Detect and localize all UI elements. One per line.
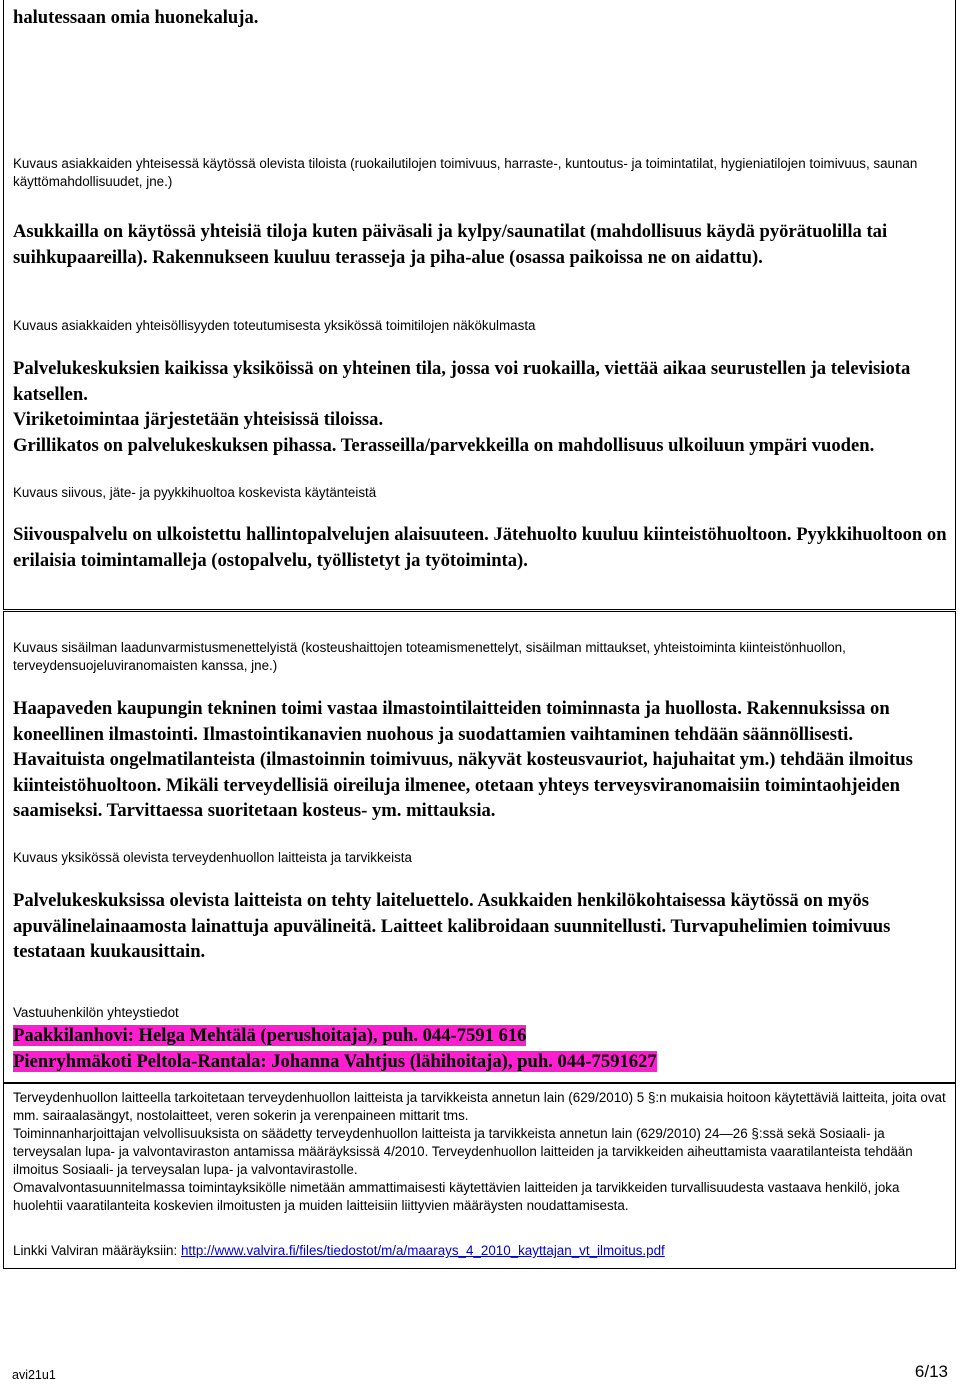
label-responsible-person: Vastuuhenkilön yhteystiedot xyxy=(13,1005,179,1020)
label-cleaning: Kuvaus siivous, jäte- ja pyykkihuoltoa koskevista käytänteistä xyxy=(13,485,377,500)
label-community: Kuvaus asiakkaiden yhteisöllisyyden toteutumisesta yksikössä toimitilojen näkökulmasta xyxy=(13,318,536,333)
contact-peltola-rantala: Pienryhmäkoti Peltola-Rantala: Johanna Vahtjus (lähihoitaja), puh. 044-7591627 xyxy=(13,1050,657,1072)
body-community-p2: Viriketoimintaa järjestetään yhteisissä tiloissa. xyxy=(13,409,384,430)
body-devices: Palvelukeskuksissa olevista laitteista on tehty laiteluettelo. Asukkaiden henkilökohtaisessa käytössä on myös apuvälinelainaamosta lainattuja apuvälineitä. Laitteet kalibroidaan suunnitellusti. Turvapuhelimien toimivuus testataan kuukausittain. xyxy=(13,890,891,962)
body-community-p1: Palvelukeskuksien kaikissa yksiköissä on yhteinen tila, jossa voi ruokailla, viettää aikaa seurustellen ja televisiota katsellen. xyxy=(13,358,911,405)
contact-paakkilanhovi: Paakkilanhovi: Helga Mehtälä (perushoitaja), puh. 044-7591 616 xyxy=(13,1025,527,1046)
device-info-p3: Omavalvontasuunnitelmassa toimintayksikölle nimetään ammattimaisesti käytettävien laitteiden ja tarvikkeiden turvallisuudesta vastaava henkilö, joka huolehtii vaaratilanteita koskevien ilmoitusten ja muiden laitteisiin liittyvien määräysten noudattamisesta. xyxy=(13,1180,900,1213)
valvira-link[interactable]: http://www.valvira.fi/files/tiedostot/m/a/maarays_4_2010_kayttajan_vt_ilmoitus.pdf xyxy=(180,1243,665,1258)
intro-text: halutessaan omia huonekaluja. xyxy=(13,7,259,28)
label-shared-spaces: Kuvaus asiakkaiden yhteisessä käytössä olevista tiloista (ruokailutilojen toimivuus, harraste-, kuntoutus- ja toimintatilat, hygieniatilojen toimivuus, saunan käyttömahdollisuudet, jne.) xyxy=(13,156,918,189)
label-devices: Kuvaus yksikössä olevista terveydenhuollon laitteista ja tarvikkeista xyxy=(13,850,412,865)
contacts xyxy=(13,1023,948,1074)
body-cleaning: Siivouspalvelu on ulkoistettu hallintopalvelujen alaisuuteen. Jätehuolto kuuluu kiinteistöhuoltoon. Pyykkihuoltoon on erilaisia toimintamalleja (ostopalvelu, työllistetyt ja työtoiminta). xyxy=(13,524,947,571)
label-indoor-air: Kuvaus sisäilman laadunvarmistusmenettelyistä (kosteushaittojen toteamismenettelyt, sisäilman mittaukset, yhteistoiminta kiinteistönhuollon, terveydensuojeluviranomaisten kanssa, jne.) xyxy=(13,640,846,673)
body-shared-spaces: Asukkailla on käytössä yhteisiä tiloja kuten päiväsali ja kylpy/saunatilat (mahdollisuus käydä pyörätuolilla tai suihkupaareilla). Rakennukseen kuuluu terasseja ja piha-alue (osassa paikoissa ne on aidattu). xyxy=(13,221,888,268)
device-info xyxy=(13,1089,948,1215)
body-community xyxy=(13,356,948,458)
section-box-facilities xyxy=(3,0,956,610)
body-community-p3: Grillikatos on palvelukeskuksen pihassa. Terasseilla/parvekkeilla on mahdollisuus ulkoiluun ympäri vuoden. xyxy=(13,434,875,456)
device-info-p1: Terveydenhuollon laitteella tarkoitetaan terveydenhuollon laitteista ja tarvikkeista annetun lain (629/2010) 5 §:n mukaisia hoitoon käytettäviä laitteita, joita ovat mm. sairaalasängyt, nostolaitteet, veren sokerin ja verenpaineen mittarit tms. xyxy=(13,1090,946,1123)
body-indoor-air: Haapaveden kaupungin tekninen toimi vastaa ilmastointilaitteiden toiminnasta ja huollosta. Rakennuksissa on koneellinen ilmastointi. Ilmastointikanavien nuohous ja suodattamien vaihtaminen tehdään säännöllisesti. Havaituista ongelmatilanteista (ilmastoinnin toimivuus, näkyvät kosteusvauriot, hajuhaitat ym.) tehdään ilmoitus kiinteistöhuoltoon. Mikäli terveydellisiä oireiluja ilmenee, otetaan yhteys terveysviranomaisiin toimintaohjeiden saamiseksi. Tarvittaessa suoritetaan kosteus- ym. mittauksia. xyxy=(13,698,913,821)
page-number: 6/13 xyxy=(914,1362,948,1381)
device-info-p2: Toiminnanharjoittajan velvollisuuksista on säädetty terveydenhuollon laitteista ja tarvikkeista annetun lain (629/2010) 24—26 §:ssä sekä Sosiaali- ja terveysalan lupa- ja valvontaviraston antamissa määräyksissä 4/2010. Terveydenhuollon laitteiden ja tarvikkeiden aiheuttamista vaaratilanteista tehdään ilmoitus Sosiaali- ja terveysalan lupa- ja valvontavirastolle. xyxy=(13,1126,913,1177)
valvira-link-line xyxy=(13,1242,948,1260)
doc-code: avi21u1 xyxy=(12,1368,56,1382)
link-prefix: Linkki Valviran määräyksiin: xyxy=(13,1243,181,1258)
